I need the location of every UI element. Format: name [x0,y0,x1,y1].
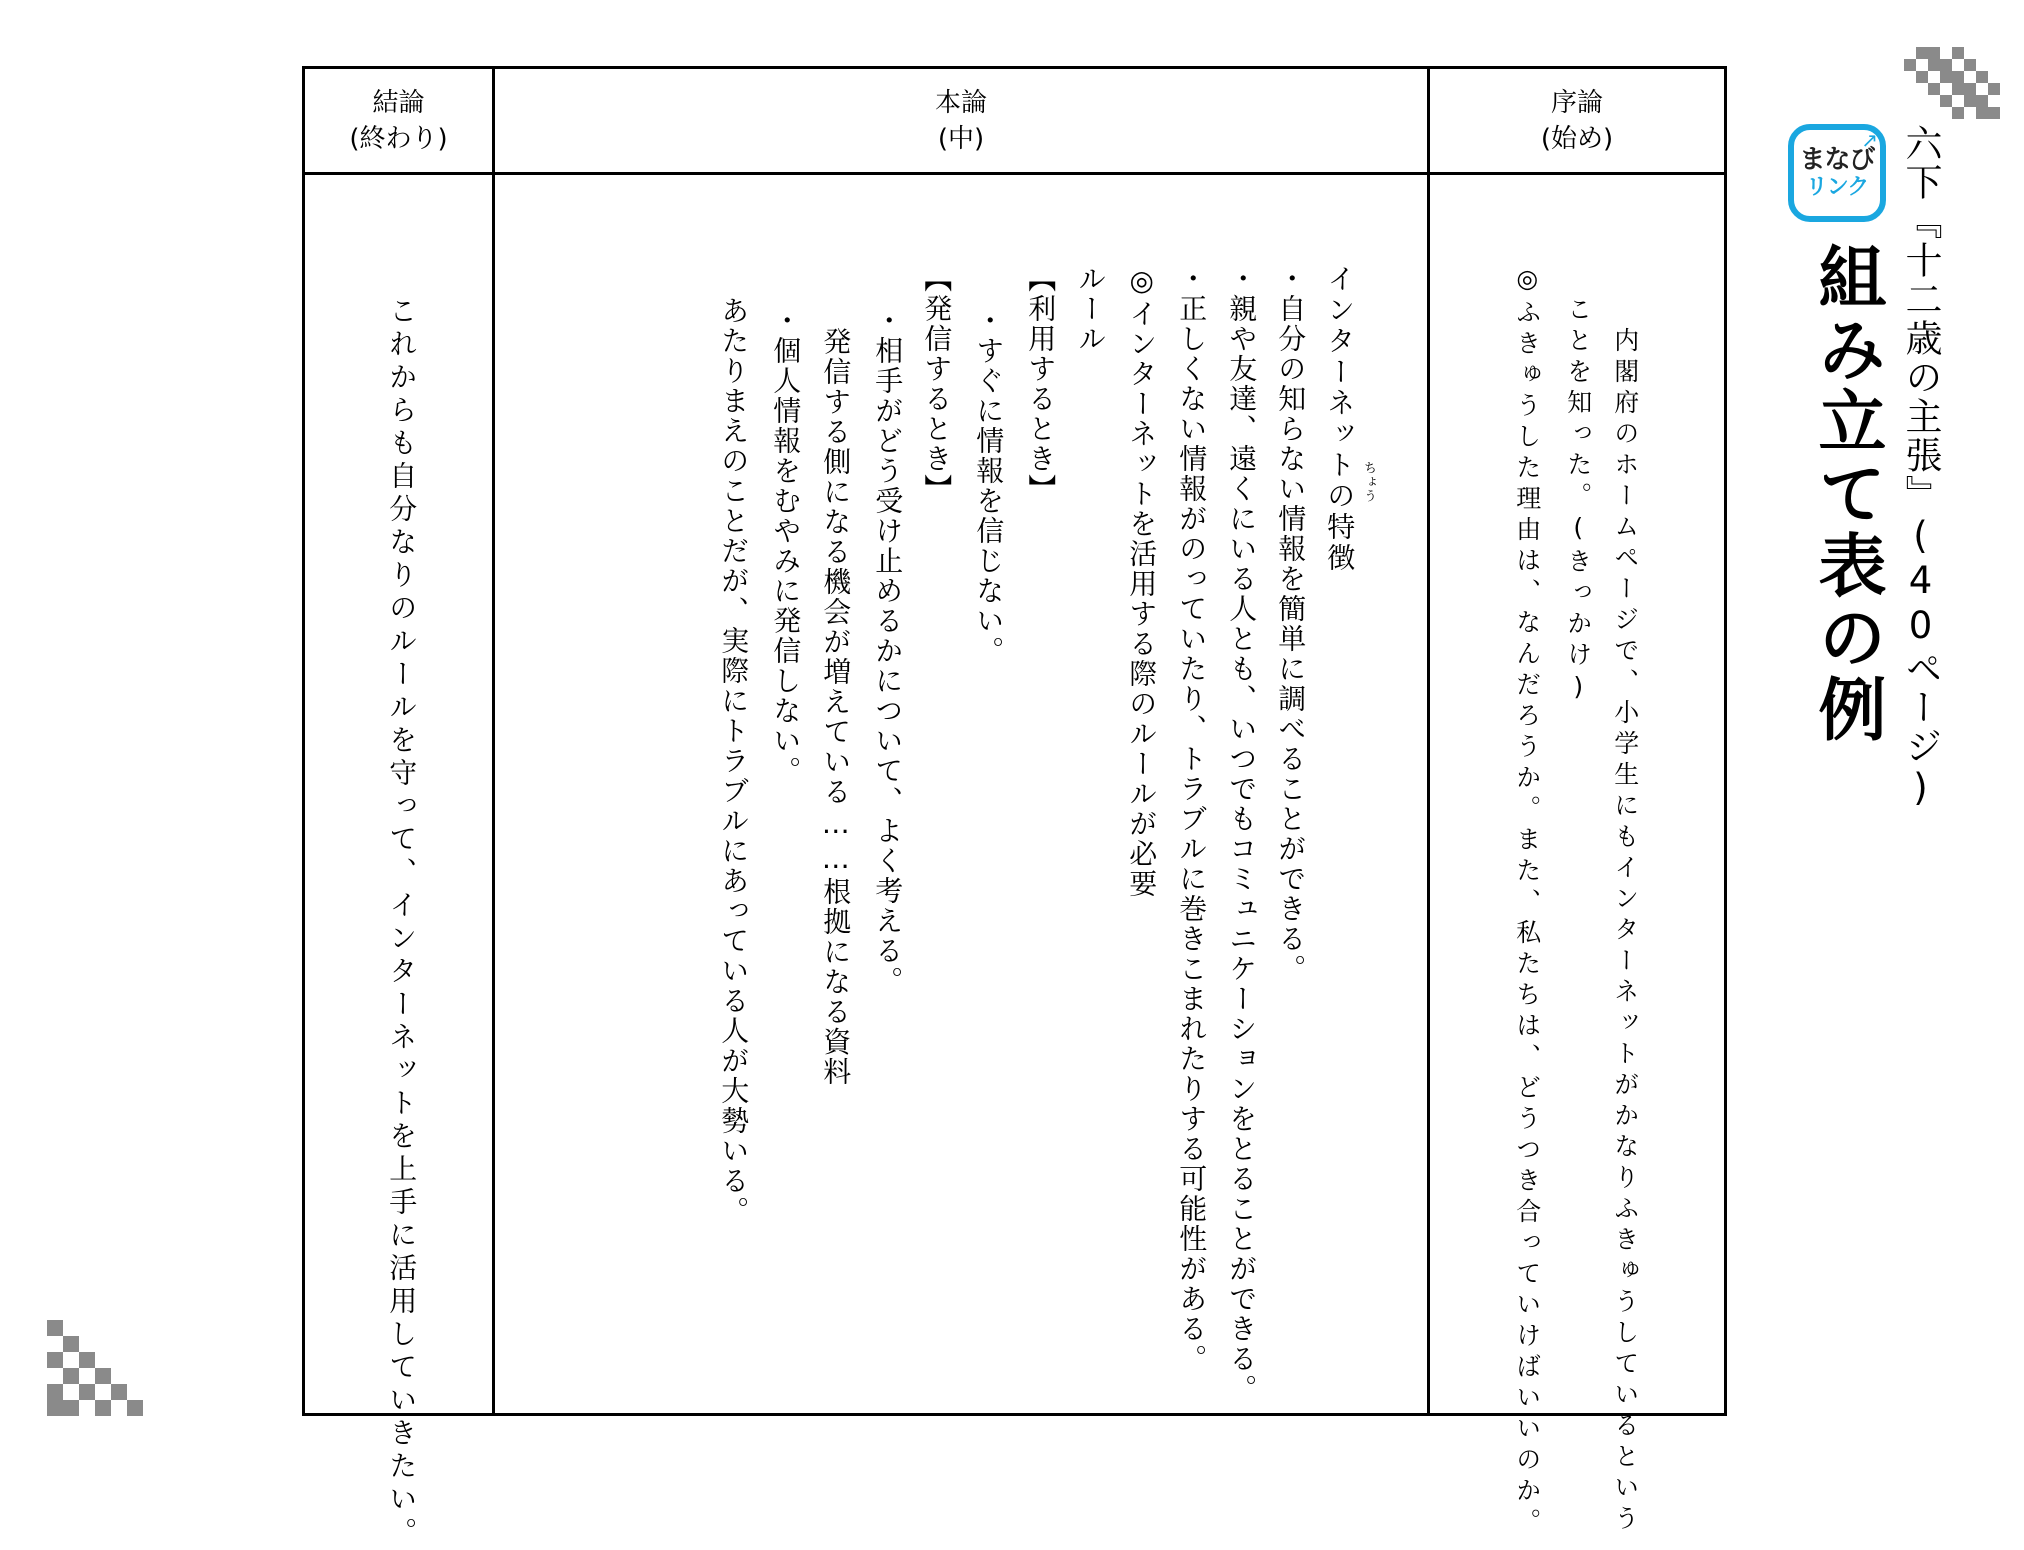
body-line: あたりまえのことだが、実際にトラブルにあっている人が大勢いる。 [717,296,751,1226]
header-intro-sub: (始め) [1540,123,1614,154]
intro-line: ことを知った。(きっかけ) [1563,296,1593,707]
page-title: 組み立て表の例 [1807,242,1886,746]
checker-decoration-top-right [1904,47,2000,119]
header-intro [1430,69,1724,172]
body-line: 発信する側になる機会が増えている……根拠になる資料 [819,327,853,1087]
body-line: ・相手がどう受け止めるかについて、よく考える。 [871,306,905,996]
ruby-annotation: ちょう [1361,461,1376,503]
arrow-icon: ↗ [1861,128,1878,152]
body-line: 【発信するとき】 [920,264,954,504]
checker-decoration-bottom-left [47,1320,143,1416]
header-divider [305,172,1724,175]
logo-line1: まなび [1799,145,1875,175]
header-body-sub: (中) [937,123,985,154]
intro-line: ◎ふきゅうした理由は、なんだろうか。また、私たちは、どうつき合っていけばいいのか。 [1512,264,1542,1539]
header-body-title: 本論 [934,87,987,118]
header-body [495,69,1427,172]
body-line: ◎インターネットを活用する際のルールが必要 [1125,264,1159,899]
header-intro-title: 序論 [1550,87,1603,118]
header-conclusion-sub: (終わり) [349,123,448,154]
body-line: インターネットの特徴 [1323,264,1357,574]
column-divider [1427,69,1430,1413]
body-line: ・すぐに情報を信じない。 [972,306,1006,666]
header-conclusion [305,69,492,172]
conclusion-line: これからも自分なりのルールを守って、インターネットを上手に活用していきたい。 [385,296,419,1550]
body-line: ・親や友達、遠くにいる人とも、いつでもコミュニケーションをとることができる。 [1225,264,1259,1404]
page-subtitle: 六下『十二歳の主張』(40ページ) [1899,124,1942,811]
column-divider [492,69,495,1413]
intro-line: 内閣府のホームページで、小学生にもインターネットがかなりふきゅうしているという [1610,327,1640,1536]
header-conclusion-title: 結論 [372,87,425,118]
body-line: ・自分の知らない情報を簡単に調べることができる。 [1274,264,1308,984]
manabi-link-logo [1788,124,1886,222]
logo-line2: リンク [1805,175,1869,200]
composition-table [302,66,1727,1550]
body-line: ルール [1074,264,1108,354]
body-line: 【利用するとき】 [1024,264,1058,504]
body-line: ・個人情報をむやみに発信しない。 [769,306,803,786]
body-line: ・正しくない情報がのっていたり、トラブルに巻きこまれたりする可能性がある。 [1175,264,1209,1374]
